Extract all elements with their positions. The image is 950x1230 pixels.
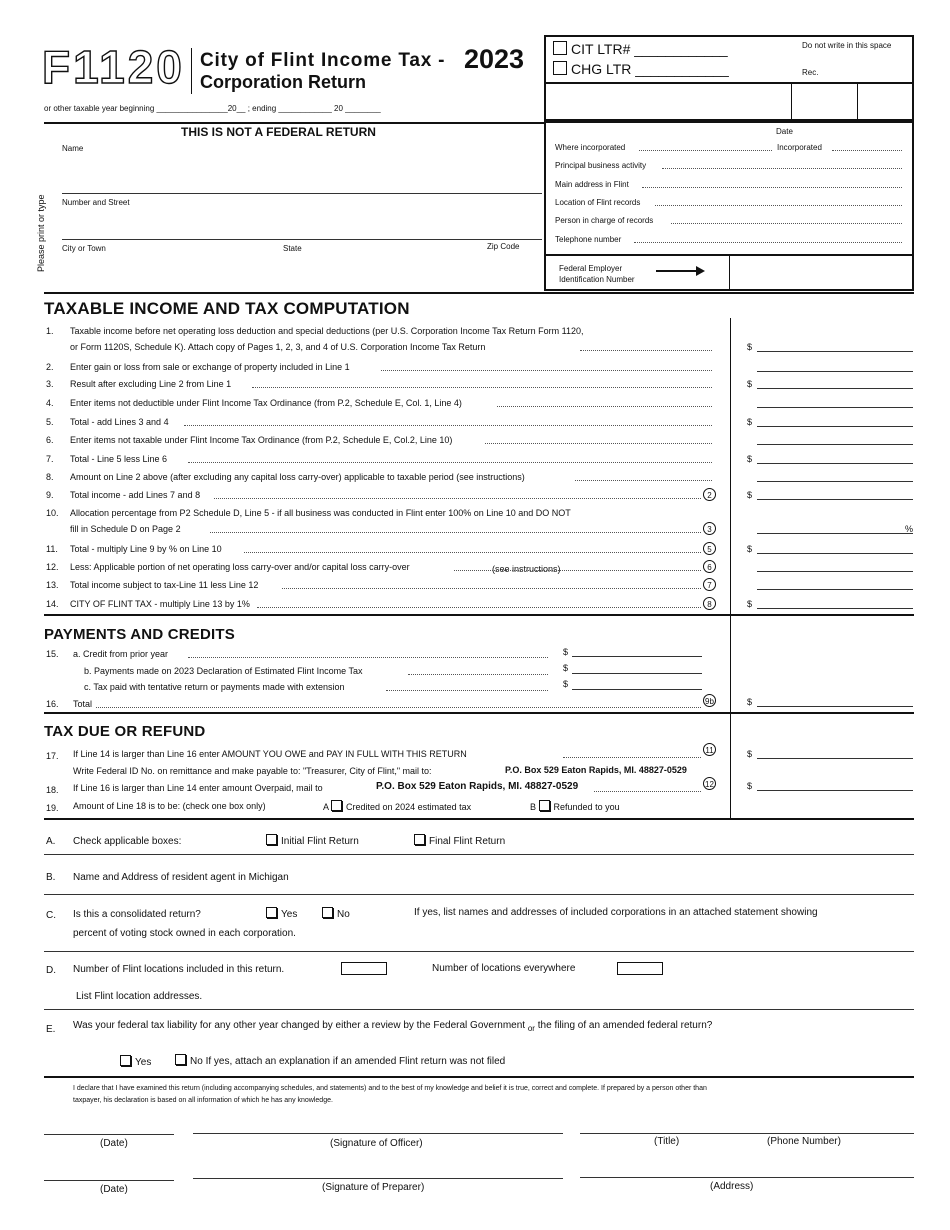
amount-column-rule-2 <box>730 616 731 712</box>
person-records-label: Person in charge of records <box>555 216 654 225</box>
line-18-label: If Line 16 is larger than Line 14 enter amount Overpaid, mail to <box>73 783 323 793</box>
line-3-dollar: $ <box>747 379 753 389</box>
officer-title-label: (Title) <box>654 1136 680 1147</box>
office-box-col1 <box>791 82 792 120</box>
amended-no-checkbox[interactable] <box>175 1054 186 1065</box>
line-18-leader <box>594 791 701 792</box>
line-19-option-b[interactable] <box>530 800 620 812</box>
flint-locations-count-field[interactable] <box>341 962 387 975</box>
line-11-num: 11. <box>46 544 58 554</box>
consolidated-yes-label: Yes <box>281 909 298 920</box>
line-18-amount[interactable] <box>757 790 913 791</box>
line-8-amount[interactable] <box>757 481 913 482</box>
option-a-label: Credited on 2024 estimated tax <box>346 802 472 812</box>
question-e-letter: E. <box>46 1024 56 1035</box>
do-not-write-label: Do not write in this space <box>802 41 892 50</box>
amount-column-rule <box>730 318 731 614</box>
line-15b-dollar: $ <box>563 663 569 673</box>
state-label: State <box>283 244 302 253</box>
line-3-leader <box>252 387 712 388</box>
officer-signature-field[interactable] <box>193 1133 563 1134</box>
location-records-field[interactable] <box>655 205 902 206</box>
line-17-dollar: $ <box>747 749 753 759</box>
amended-explain-text: If yes, attach an explanation if an amended Flint return was not filed <box>205 1056 506 1067</box>
line-15a-dollar: $ <box>563 647 569 657</box>
option-b-label: Refunded to you <box>553 802 620 812</box>
question-d-letter: D. <box>46 965 56 976</box>
amended-yes-option[interactable] <box>120 1055 151 1068</box>
line-9-num: 9. <box>46 490 54 500</box>
line-1-text: Taxable income before net operating loss deduction and special deductions (per U.S. Corporation Income Tax Return Form 1120, <box>70 326 584 336</box>
line-18-mail-address: P.O. Box 529 Eaton Rapids, MI. 48827-0529 <box>376 781 579 792</box>
line-18-ref-circle: 12 <box>703 777 716 790</box>
line-16-amount[interactable] <box>757 706 913 707</box>
line-7-num: 7. <box>46 454 54 464</box>
line-13-num: 13. <box>46 580 59 590</box>
tax-year: 2023 <box>464 44 525 74</box>
location-records-label: Location of Flint records <box>555 198 641 207</box>
phone-number-label: (Phone Number) <box>767 1136 841 1147</box>
arrow-right-icon <box>656 264 706 278</box>
section-rule-questions <box>44 818 914 820</box>
line-14-num: 14. <box>46 599 59 609</box>
line-14-leader <box>257 607 701 608</box>
street-label: Number and Street <box>62 198 130 207</box>
line-3-num: 3. <box>46 379 54 389</box>
name-field[interactable] <box>62 193 542 194</box>
officer-title-phone-field[interactable] <box>580 1133 914 1134</box>
rec-label: Rec. <box>802 68 819 77</box>
line-16-dollar: $ <box>747 697 753 707</box>
line-10-ref-circle: 3 <box>703 522 716 535</box>
final-return-label: Final Flint Return <box>429 836 506 847</box>
taxable-section-title: TAXABLE INCOME AND TAX COMPUTATION <box>44 299 410 318</box>
line-1-text2: or Form 1120S, Schedule K). Attach copy of Pages 1, 2, 3, and 4 of U.S. Corporation Income Tax Return <box>70 342 486 352</box>
line-14-amount[interactable] <box>757 608 913 609</box>
office-box-divider <box>544 82 914 84</box>
line-9-dollar: $ <box>747 490 753 500</box>
fein-field[interactable] <box>733 258 909 288</box>
chg-ltr-label: CHG LTR ____________ <box>571 61 729 77</box>
line-17-label: If Line 14 is larger than Line 16 enter AMOUNT YOU OWE and PAY IN FULL WITH THIS RETURN <box>73 749 467 759</box>
line-13-text: Total income subject to tax-Line 11 less Line 12 <box>70 580 259 590</box>
person-records-field[interactable] <box>671 223 902 224</box>
not-federal-notice: THIS IS NOT A FEDERAL RETURN <box>181 125 376 139</box>
line-4-leader <box>497 406 712 407</box>
line-18-dollar: $ <box>747 781 753 791</box>
question-c-letter: C. <box>46 910 56 921</box>
consolidated-yes-checkbox[interactable] <box>266 907 277 918</box>
section-rule-payments <box>44 614 914 616</box>
line-12-ref-circle: 6 <box>703 560 716 573</box>
line-11-ref-circle: 5 <box>703 542 716 555</box>
line-4-amount[interactable] <box>757 407 913 408</box>
line-14-dollar: $ <box>747 599 753 609</box>
question-e-text <box>73 1020 712 1033</box>
cit-ltr-label: CIT LTR# ____________ <box>571 41 728 57</box>
question-a-text: Check applicable boxes: <box>73 836 182 847</box>
line-12-leader <box>454 570 701 571</box>
line-15b-label: b. Payments made on 2023 Declaration of Estimated Flint Income Tax <box>84 666 363 676</box>
amended-no-label: No <box>190 1056 203 1067</box>
officer-signature-label: (Signature of Officer) <box>330 1138 423 1149</box>
consolidated-no-option[interactable] <box>322 907 350 920</box>
preparer-address-field[interactable] <box>580 1177 914 1178</box>
line-19-label: Amount of Line 18 is to be: (check one box only) <box>73 801 266 811</box>
line-2-text: Enter gain or loss from sale or exchange of property included in Line 1 <box>70 362 350 372</box>
line-17-remittance: Write Federal ID No. on remittance and make payable to: "Treasurer, City of Flint," mail to: <box>73 766 432 776</box>
declaration-text: I declare that I have examined this return (including accompanying schedules, and statements) and to the best of my knowledge and belief it is true, correct and complete. If prepared by a person other than <box>73 1085 707 1092</box>
line-15b-amount[interactable] <box>572 673 702 674</box>
line-17-ref-circle: 11 <box>703 743 716 756</box>
preparer-date-field[interactable] <box>44 1180 174 1181</box>
line-8-num: 8. <box>46 472 54 482</box>
zip-label: Zip Code <box>487 242 520 251</box>
preparer-address-label: (Address) <box>710 1181 754 1192</box>
question-c-extra2: percent of voting stock owned in each corporation. <box>73 928 296 939</box>
question-b-letter: B. <box>46 872 56 883</box>
where-incorporated-label: Where incorporated <box>555 143 626 152</box>
line-4-text: Enter items not deductible under Flint Income Tax Ordinance (from P.2, Schedule E, Col. 1, Line 4) <box>70 398 462 408</box>
line-6-leader <box>485 443 713 444</box>
line-7-amount[interactable] <box>757 463 913 464</box>
initial-return-option[interactable] <box>266 834 359 847</box>
line-2-amount[interactable] <box>757 371 913 372</box>
logo-divider <box>191 48 192 94</box>
telephone-label: Telephone number <box>555 235 622 244</box>
line-10-leader <box>210 532 701 533</box>
line-6-num: 6. <box>46 435 54 445</box>
where-incorporated-field[interactable] <box>639 150 772 151</box>
incorporated-date-field[interactable] <box>832 150 902 151</box>
line-5-leader <box>184 425 713 426</box>
telephone-field[interactable] <box>634 242 902 243</box>
header-rule <box>44 122 544 124</box>
line-10-num: 10. <box>46 508 59 518</box>
line-7-leader <box>188 462 712 463</box>
resident-agent-field[interactable] <box>44 894 914 895</box>
preparer-signature-label: (Signature of Preparer) <box>322 1182 425 1193</box>
line-1-amount[interactable] <box>757 351 913 352</box>
section-rule-due <box>44 712 914 714</box>
question-d-text: Number of Flint locations included in this return. <box>73 964 285 975</box>
main-address-label: Main address in Flint <box>555 180 629 189</box>
line-15c-amount[interactable] <box>572 689 702 690</box>
line-3-amount[interactable] <box>757 388 913 389</box>
line-15a-leader <box>188 657 548 658</box>
line-17-leader <box>563 757 701 758</box>
declaration-text2: taxpayer, his declaration is based on all information of which he has any knowledge. <box>73 1097 333 1104</box>
flint-location-addresses-field[interactable] <box>44 1009 914 1010</box>
preparer-date-label: (Date) <box>100 1184 128 1195</box>
line-7-dollar: $ <box>747 454 753 464</box>
line-5-amount[interactable] <box>757 426 913 427</box>
question-c-text: Is this a consolidated return? <box>73 909 201 920</box>
amount-column-rule-3 <box>730 714 731 818</box>
line-18-num: 18. <box>46 785 59 795</box>
consolidated-no-label: No <box>337 909 350 920</box>
line-6-amount[interactable] <box>757 444 913 445</box>
line-15c-leader <box>386 690 548 691</box>
cit-ltr-box[interactable] <box>553 41 567 55</box>
line-17-num: 17. <box>46 751 59 761</box>
option-b-checkbox[interactable] <box>539 800 550 811</box>
line-15c-dollar: $ <box>563 679 569 689</box>
line-16-leader <box>96 707 701 708</box>
city-label: City or Town <box>62 244 106 253</box>
line-11-text: Total - multiply Line 9 by % on Line 10 <box>70 544 222 554</box>
line-17-amount[interactable] <box>757 758 913 759</box>
line-10-amount[interactable] <box>757 533 913 534</box>
preparer-signature-field[interactable] <box>193 1178 563 1179</box>
payments-section-title: PAYMENTS AND CREDITS <box>44 626 235 643</box>
question-c-extra: If yes, list names and addresses of included corporations in an attached statement showing <box>414 907 818 918</box>
line-11-leader <box>244 552 701 553</box>
line-9-ref-circle: 2 <box>703 488 716 501</box>
fein-label: Federal Employer Identification Number <box>559 264 635 284</box>
tax-year-period: or other taxable year beginning ________________20__ ; ending ____________ 20 ________ <box>44 104 381 113</box>
amended-yes-label: Yes <box>135 1057 152 1068</box>
line-15c-label: c. Tax paid with tentative return or payments made with extension <box>84 682 345 692</box>
final-return-option[interactable] <box>414 834 505 847</box>
line-15-num: 15. <box>46 649 59 659</box>
line-12-text: Less: Applicable portion of net operating loss carry-over and/or capital loss carry-over <box>70 562 410 572</box>
option-b-letter: B <box>530 802 537 812</box>
line-9-text: Total income - add Lines 7 and 8 <box>70 490 201 500</box>
line-13-amount[interactable] <box>757 589 913 590</box>
main-address-field[interactable] <box>642 187 902 188</box>
line-8-leader <box>575 480 712 481</box>
line-15a-label: a. Credit from prior year <box>73 649 169 659</box>
form-id-logo: F1120 <box>42 41 185 93</box>
line-15b-leader <box>408 674 548 675</box>
line-12-num: 12. <box>46 562 59 572</box>
cit-ltr-checkbox[interactable] <box>553 41 728 57</box>
line-8-text: Amount on Line 2 above (after excluding any capital loss carry-over) applicable to taxable period (see instructions) <box>70 472 525 482</box>
consolidated-no-checkbox[interactable] <box>322 907 333 918</box>
line-17-mail-address: P.O. Box 529 Eaton Rapids, MI. 48827-0529 <box>505 765 687 775</box>
line-13-ref-circle: 7 <box>703 578 716 591</box>
line-11-amount[interactable] <box>757 553 913 554</box>
name-label: Name <box>62 144 84 153</box>
officer-date-label: (Date) <box>100 1138 128 1149</box>
line-14-ref-circle: 8 <box>703 597 716 610</box>
line-7-text: Total - Line 5 less Line 6 <box>70 454 168 464</box>
final-return-checkbox[interactable] <box>414 834 425 845</box>
line-19-num: 19. <box>46 803 59 813</box>
line-10-suffix: % <box>905 524 914 534</box>
section-rule-declaration <box>44 1076 914 1078</box>
line-6-text: Enter items not taxable under Flint Income Tax Ordinance (from P.2, Schedule E, Col.2, Line 10) <box>70 435 453 445</box>
form-title-line2: Corporation Return <box>200 72 366 92</box>
line-5-text: Total - add Lines 3 and 4 <box>70 417 169 427</box>
line-12-extra: (see instructions) <box>492 564 561 574</box>
option-a-checkbox[interactable] <box>331 800 342 811</box>
question-c-rule <box>44 951 914 952</box>
line-11-dollar: $ <box>747 544 753 554</box>
chg-ltr-box[interactable] <box>553 61 567 75</box>
line-9-leader <box>214 498 701 499</box>
initial-return-checkbox[interactable] <box>266 834 277 845</box>
line-2-num: 2. <box>46 362 54 372</box>
question-e-text-end: the filing of an amended federal return? <box>537 1020 713 1031</box>
incorporated-label: Incorporated <box>777 143 822 152</box>
question-d-list: List Flint location addresses. <box>76 991 203 1002</box>
line-13-leader <box>282 588 701 589</box>
principal-activity-field[interactable] <box>662 168 902 169</box>
section-rule-taxable <box>44 292 914 294</box>
amended-no-option[interactable] <box>175 1054 505 1067</box>
line-16-label: Total <box>73 699 93 709</box>
chg-ltr-checkbox[interactable] <box>553 61 729 77</box>
line-1-leader <box>580 350 712 351</box>
line-16-ref-circle: 9b <box>703 694 716 707</box>
question-a-letter: A. <box>46 836 56 847</box>
consolidated-yes-option[interactable] <box>266 907 297 920</box>
locations-everywhere-count-field[interactable] <box>617 962 663 975</box>
due-section-title: TAX DUE OR REFUND <box>44 723 206 740</box>
fein-divider <box>729 254 730 290</box>
line-15a-amount[interactable] <box>572 656 702 657</box>
line-10-text2: fill in Schedule D on Page 2 <box>70 524 181 534</box>
line-4-num: 4. <box>46 398 54 408</box>
question-d-text2: Number of locations everywhere <box>432 963 576 974</box>
street-field[interactable] <box>62 239 542 240</box>
question-a-rule <box>44 854 914 855</box>
line-16-num: 16. <box>46 699 59 709</box>
question-e-text-main: Was your federal tax liability for any other year changed by either a review by the Federal Government <box>73 1020 526 1031</box>
line-5-num: 5. <box>46 417 54 427</box>
line-9-amount[interactable] <box>757 499 913 500</box>
option-a-letter: A <box>323 802 329 812</box>
initial-return-label: Initial Flint Return <box>281 836 359 847</box>
office-box-col2 <box>857 82 858 120</box>
question-e-or: or <box>527 1024 535 1033</box>
line-19-option-a[interactable] <box>323 800 471 812</box>
form-title-line1: City of Flint Income Tax - <box>200 50 446 71</box>
line-14-text: CITY OF FLINT TAX - multiply Line 13 by 1% <box>70 599 250 609</box>
officer-date-field[interactable] <box>44 1134 174 1135</box>
amended-yes-checkbox[interactable] <box>120 1055 131 1066</box>
question-b-text: Name and Address of resident agent in Michigan <box>73 872 289 883</box>
date-label: Date <box>776 127 793 136</box>
print-or-type-label: Please print or type <box>36 194 46 272</box>
line-5-dollar: $ <box>747 417 753 427</box>
principal-activity-label: Principal business activity <box>555 161 647 170</box>
line-1-num: 1. <box>46 326 54 336</box>
line-1-dollar: $ <box>747 342 753 352</box>
line-3-text: Result after excluding Line 2 from Line 1 <box>70 379 232 389</box>
line-12-amount[interactable] <box>757 571 913 572</box>
line-10-text: Allocation percentage from P2 Schedule D, Line 5 - if all business was conducted in Flint enter 100% on Line 10 and DO NOT <box>70 508 571 518</box>
line-2-leader <box>381 370 712 371</box>
